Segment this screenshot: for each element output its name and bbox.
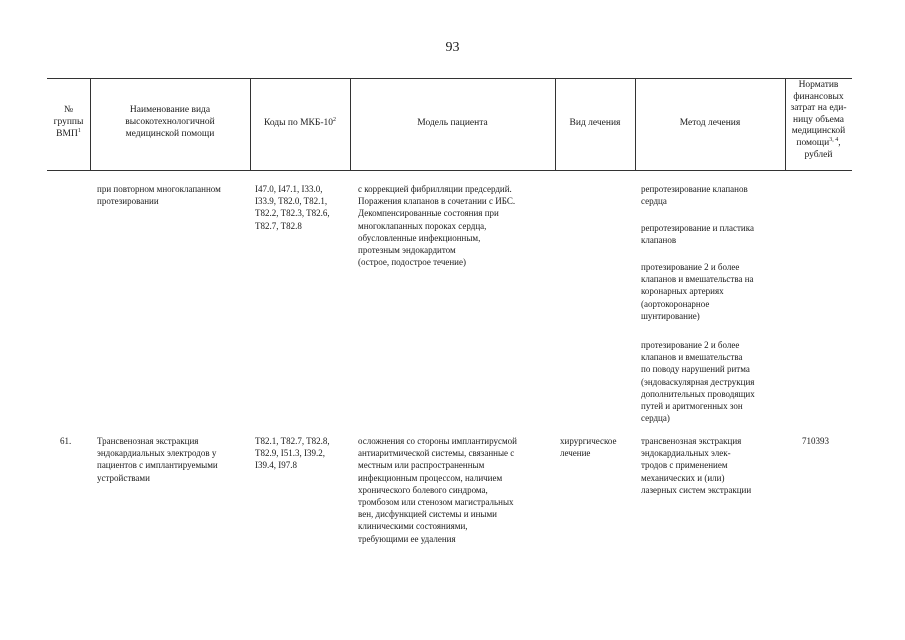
row-2-care-type-name: Трансвенозная экстракция эндокардиальных электродов у пациентов с имплантируемыми устройствами — [97, 436, 218, 483]
row-2-treatment-type: хирургическое лечение — [560, 436, 617, 459]
row-1-method-1: репротезирование клапанов сердца — [641, 184, 748, 207]
row-2-icd-codes: T82.1, T82.7, T82.8, T82.9, I51.3, I39.2, I39.4, I97.8 — [255, 436, 330, 471]
row-1-care-type-name: при повторном многоклапанном протезировании — [97, 184, 221, 207]
header-financial-norm-text: Норматив финансовых затрат на еди- ницу объема медицинской помощи — [790, 80, 847, 148]
footnote-marker: 1 — [77, 127, 81, 134]
row-1-method-2: репротезирование и пластика клапанов — [641, 223, 754, 246]
row-1-patient-model: с коррекцией фибрилляции предсердий. Поражения клапанов в сочетании с ИБС. Декомпенсированные состояния при многоклапанных пороках сердца, обусловленные инфекционным, протезным эндокардитом (острое, подострое течение) — [358, 184, 516, 268]
header-bottom-border — [47, 170, 852, 171]
footnote-marker: 2 — [333, 116, 337, 123]
header-group-number-text: № группы ВМП — [53, 105, 84, 139]
page-number: 93 — [445, 40, 460, 55]
footnote-marker: 3, 4 — [829, 136, 839, 143]
header-treatment-method: Метод лечения — [679, 118, 741, 128]
header-patient-model: Модель пациента — [417, 118, 488, 128]
header-treatment-type: Вид лечения — [569, 118, 621, 128]
row-1-icd-codes: I47.0, I47.1, I33.0, I33.9, T82.0, T82.1, T82.2, T82.3, T82.6, T82.7, T82.8 — [255, 184, 330, 231]
row-2-group-number: 61. — [60, 436, 72, 446]
header-group-number — [47, 104, 90, 140]
row-1-method-3: протезирование 2 и более клапанов и вмешательства на коронарных артериях (аортокоронарное шунтирование) — [641, 262, 754, 321]
header-icd-codes — [250, 117, 350, 129]
header-icd-codes-text: Коды по МКБ-10 — [263, 118, 334, 128]
row-2-method-1: трансвенозная экстракция эндокардиальных элек- тродов с применением механических и (или) лазерных систем экстракции — [641, 436, 752, 495]
row-2-patient-model: осложнения со стороны имплантирусмой антиаритмической системы, связанные с местным или распространенным инфекционным процессом, наличием хронического болевого синдрома, тромбозом или стенозом магистральных вен, дисфункцией системы и иными клиническими состояниями, требующими ее удаления — [358, 436, 517, 544]
row-2-financial-norm: 710393 — [802, 436, 829, 446]
header-care-type-name: Наименование вида высокотехнологичной медицинской помощи — [125, 105, 215, 139]
header-financial-norm-unit: , рублей — [804, 137, 841, 160]
table-top-border — [47, 78, 852, 79]
header-financial-norm — [785, 80, 852, 161]
row-1-method-4: протезирование 2 и более клапанов и вмешательства по поводу нарушений ритма (эндоваскулярная деструкция дополнительных проводящих путей и аритмогенных зон сердца) — [641, 340, 755, 424]
